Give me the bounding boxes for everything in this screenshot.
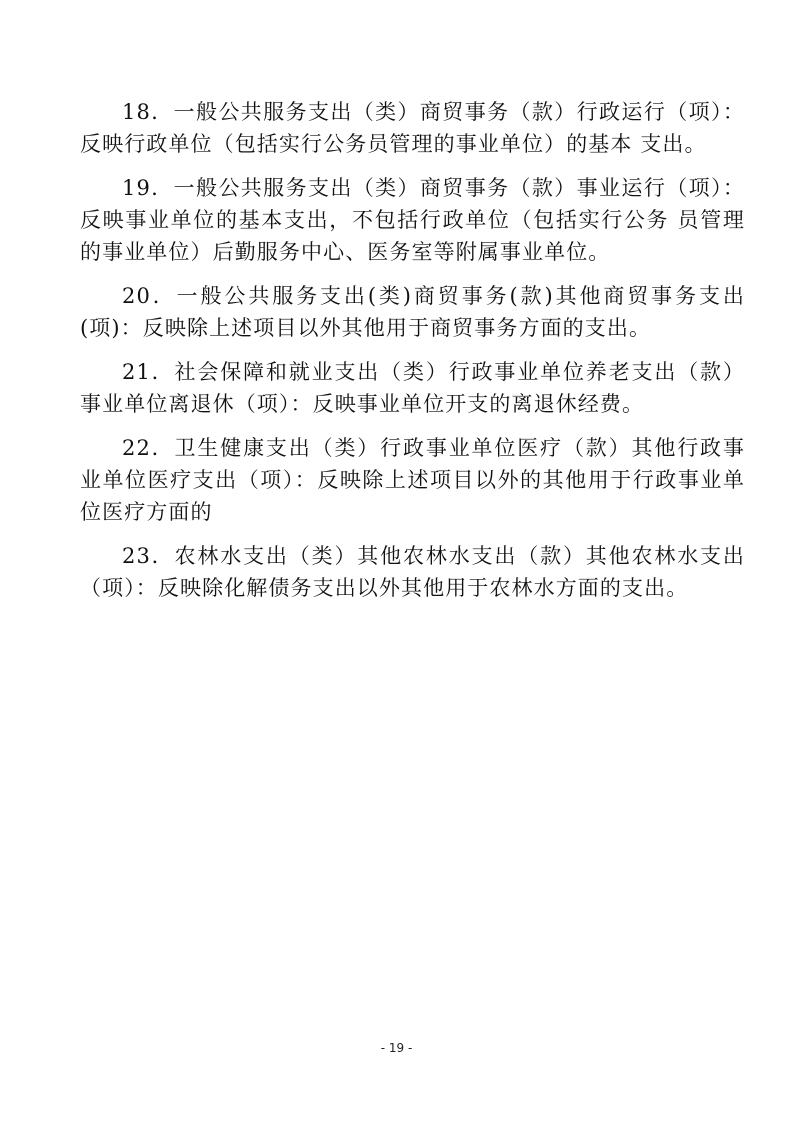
paragraph-23: 23．农林水支出（类）其他农林水支出（款）其他农林水支出（项）：反映除化解债务支出以外其他用于农林水方面的支出。 [80, 544, 745, 600]
page-number: - 19 - [380, 1041, 413, 1055]
paragraph-18: 18．一般公共服务支出（类）商贸事务（款）行政运行（项）：反映行政单位（包括实行公务员管理的事业单位）的基本 支出。 [80, 100, 745, 156]
paragraph-21: 21．社会保障和就业支出（类）行政事业单位养老支出（款）事业单位离退休（项）：反映事业单位开支的离退休经费。 [80, 360, 745, 416]
paragraph-20: 20．一般公共服务支出(类)商贸事务(款)其他商贸事务支出(项)：反映除上述项目以外其他用于商贸事务方面的支出。 [80, 284, 745, 340]
paragraph-22: 22．卫生健康支出（类）行政事业单位医疗（款）其他行政事业单位医疗支出（项）：反映除上述项目以外的其他用于行政事业单位医疗方面的 [80, 436, 745, 524]
document-body [80, 96, 745, 616]
paragraph-19: 19．一般公共服务支出（类）商贸事务（款）事业运行（项）：反映事业单位的基本支出，不包括行政单位（包括实行公务 员管理的事业单位）后勤服务中心、医务室等附属事业单位。 [80, 176, 745, 264]
